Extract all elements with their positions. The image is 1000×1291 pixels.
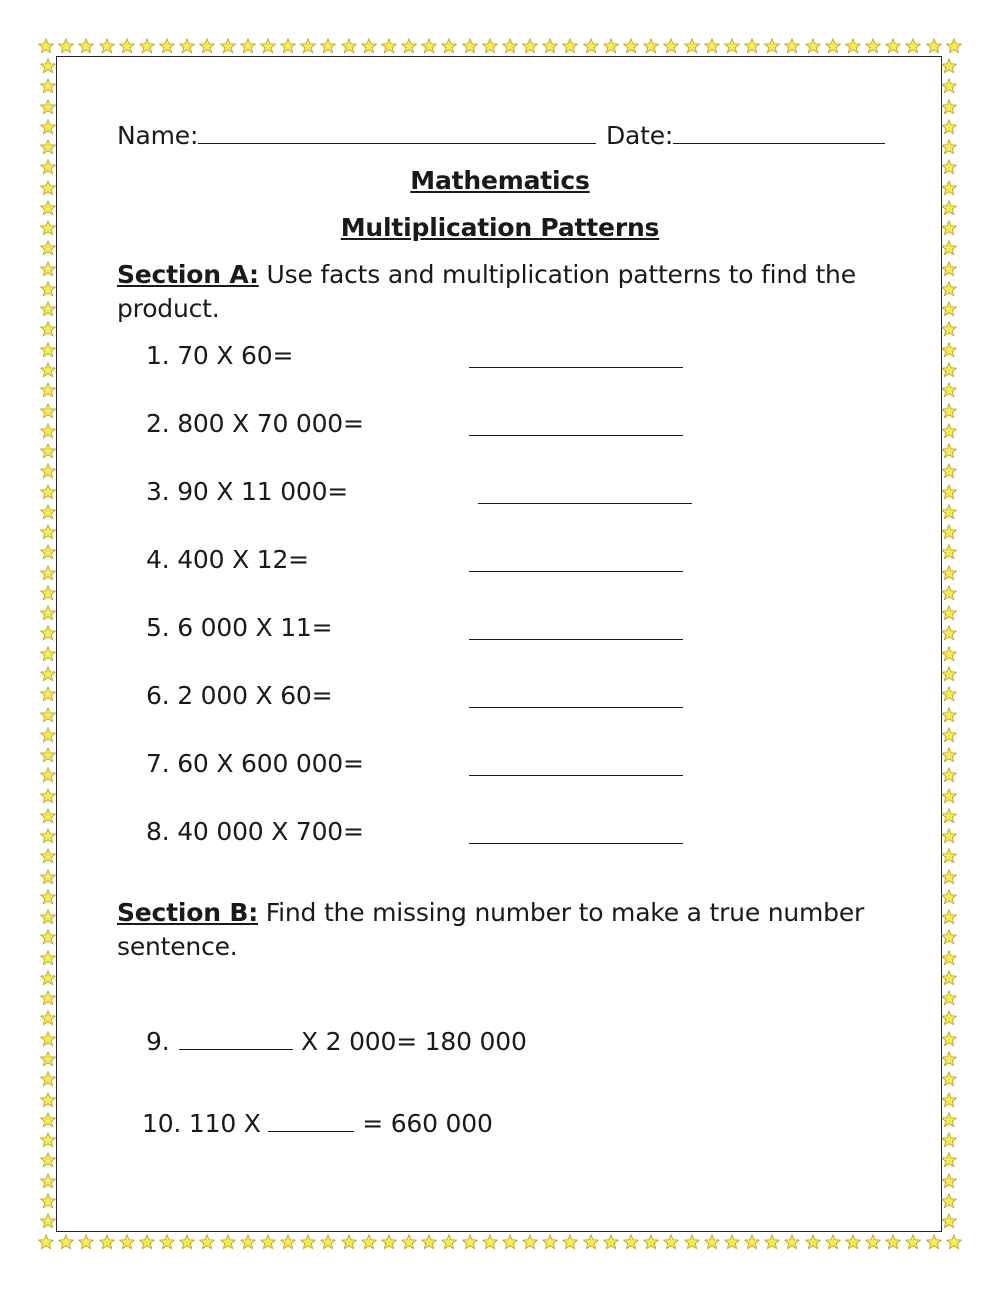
- star-icon: [805, 38, 821, 54]
- question-9-number: 9.: [146, 1027, 170, 1056]
- star-icon: [40, 1193, 56, 1209]
- star-icon: [941, 119, 957, 135]
- star-icon: [240, 38, 256, 54]
- star-icon: [663, 38, 679, 54]
- star-icon: [40, 666, 56, 682]
- star-icon: [40, 484, 56, 500]
- star-icon: [905, 1234, 921, 1250]
- star-icon: [542, 38, 558, 54]
- question-10-blank[interactable]: [268, 1105, 354, 1132]
- star-icon: [865, 1234, 881, 1250]
- answer-line-2[interactable]: [469, 435, 683, 436]
- star-icon: [40, 301, 56, 317]
- star-icon: [623, 38, 639, 54]
- star-icon: [381, 1234, 397, 1250]
- star-icon: [220, 1234, 236, 1250]
- star-icon: [583, 38, 599, 54]
- star-icon: [159, 38, 175, 54]
- star-icon: [40, 321, 56, 337]
- name-label: Name:: [117, 121, 199, 150]
- star-icon: [704, 1234, 720, 1250]
- section-b-instruction-line2: sentence.: [117, 932, 238, 961]
- answer-line-4[interactable]: [469, 571, 683, 572]
- star-icon: [941, 544, 957, 560]
- question-10-start: 10. 110 X: [142, 1109, 269, 1138]
- star-icon: [40, 1010, 56, 1026]
- star-icon: [40, 828, 56, 844]
- star-icon: [724, 1234, 740, 1250]
- star-icon: [784, 38, 800, 54]
- star-icon: [941, 909, 957, 925]
- star-icon: [159, 1234, 175, 1250]
- star-icon: [941, 585, 957, 601]
- star-icon: [941, 646, 957, 662]
- star-icon: [40, 848, 56, 864]
- star-icon: [40, 950, 56, 966]
- star-icon: [280, 1234, 296, 1250]
- star-icon: [58, 1234, 74, 1250]
- star-icon: [941, 1193, 957, 1209]
- star-icon: [40, 58, 56, 74]
- name-blank[interactable]: [198, 117, 596, 144]
- star-icon: [40, 443, 56, 459]
- star-icon: [941, 1213, 957, 1229]
- star-icon: [946, 1234, 962, 1250]
- star-icon: [603, 1234, 619, 1250]
- star-icon: [40, 78, 56, 94]
- star-icon: [623, 1234, 639, 1250]
- star-icon: [643, 38, 659, 54]
- section-b-instruction-line1: [117, 896, 864, 930]
- star-icon: [40, 119, 56, 135]
- star-icon: [40, 970, 56, 986]
- star-icon: [401, 1234, 417, 1250]
- star-icon: [40, 1132, 56, 1148]
- star-icon: [40, 382, 56, 398]
- star-icon: [643, 1234, 659, 1250]
- star-icon: [40, 585, 56, 601]
- star-icon: [941, 403, 957, 419]
- star-icon: [441, 38, 457, 54]
- star-icon: [522, 38, 538, 54]
- star-icon: [744, 1234, 760, 1250]
- star-icon: [40, 504, 56, 520]
- answer-line-6[interactable]: [469, 707, 683, 708]
- star-icon: [941, 727, 957, 743]
- star-icon: [341, 38, 357, 54]
- subject-title: Mathematics: [410, 166, 590, 195]
- star-icon: [199, 1234, 215, 1250]
- star-icon: [381, 38, 397, 54]
- question-9-text: X 2 000= 180 000: [293, 1027, 527, 1056]
- star-icon: [40, 625, 56, 641]
- question-9: [146, 1023, 527, 1059]
- star-icon: [502, 1234, 518, 1250]
- star-icon: [941, 990, 957, 1006]
- question-3: 3. 90 X 11 000=: [146, 477, 349, 506]
- star-icon: [684, 1234, 700, 1250]
- star-icon: [199, 38, 215, 54]
- question-7: 7. 60 X 600 000=: [146, 749, 364, 778]
- star-icon: [40, 403, 56, 419]
- star-icon: [885, 1234, 901, 1250]
- star-icon: [320, 38, 336, 54]
- star-icon: [361, 38, 377, 54]
- star-icon: [260, 38, 276, 54]
- star-icon: [119, 1234, 135, 1250]
- star-icon: [744, 38, 760, 54]
- star-icon: [542, 1234, 558, 1250]
- star-icon: [724, 38, 740, 54]
- star-icon: [941, 78, 957, 94]
- star-icon: [941, 342, 957, 358]
- star-icon: [40, 727, 56, 743]
- star-icon: [40, 565, 56, 581]
- star-icon: [941, 362, 957, 378]
- star-icon: [941, 1031, 957, 1047]
- star-icon: [905, 38, 921, 54]
- answer-line-7[interactable]: [469, 775, 683, 776]
- star-icon: [40, 869, 56, 885]
- star-icon: [99, 1234, 115, 1250]
- star-icon: [361, 1234, 377, 1250]
- star-icon: [805, 1234, 821, 1250]
- answer-line-5[interactable]: [469, 639, 683, 640]
- star-icon: [40, 139, 56, 155]
- star-icon: [941, 848, 957, 864]
- star-icon: [784, 1234, 800, 1250]
- star-icon: [941, 666, 957, 682]
- star-icon: [40, 990, 56, 1006]
- star-icon: [941, 58, 957, 74]
- star-icon: [941, 1010, 957, 1026]
- star-border-bottom: [38, 1234, 962, 1252]
- star-icon: [941, 1152, 957, 1168]
- star-icon: [78, 1234, 94, 1250]
- date-label: Date:: [605, 121, 674, 150]
- star-icon: [583, 1234, 599, 1250]
- question-5: 5. 6 000 X 11=: [146, 613, 333, 642]
- star-icon: [40, 342, 56, 358]
- star-icon: [40, 747, 56, 763]
- star-icon: [320, 1234, 336, 1250]
- star-icon: [825, 1234, 841, 1250]
- star-icon: [78, 38, 94, 54]
- star-icon: [40, 1213, 56, 1229]
- star-icon: [941, 484, 957, 500]
- star-icon: [941, 139, 957, 155]
- star-icon: [941, 950, 957, 966]
- star-icon: [603, 38, 619, 54]
- star-icon: [941, 423, 957, 439]
- star-icon: [119, 38, 135, 54]
- star-icon: [40, 1112, 56, 1128]
- star-icon: [941, 970, 957, 986]
- section-a-instruction-text: Use facts and multiplication patterns to find the: [258, 260, 856, 289]
- star-icon: [502, 38, 518, 54]
- star-icon: [845, 1234, 861, 1250]
- star-icon: [941, 1112, 957, 1128]
- star-icon: [40, 362, 56, 378]
- section-b-instruction-text: Find the missing number to make a true number: [258, 898, 865, 927]
- star-icon: [941, 808, 957, 824]
- star-icon: [40, 1071, 56, 1087]
- star-icon: [482, 38, 498, 54]
- star-icon: [941, 1092, 957, 1108]
- star-icon: [40, 261, 56, 277]
- section-b-heading: Section B:: [117, 898, 259, 927]
- star-icon: [941, 625, 957, 641]
- star-icon: [562, 38, 578, 54]
- star-icon: [40, 423, 56, 439]
- star-icon: [40, 929, 56, 945]
- star-icon: [401, 38, 417, 54]
- question-10: [142, 1105, 493, 1141]
- star-icon: [421, 1234, 437, 1250]
- star-icon: [941, 99, 957, 115]
- star-icon: [139, 1234, 155, 1250]
- star-icon: [40, 808, 56, 824]
- star-icon: [941, 281, 957, 297]
- answer-line-1[interactable]: [469, 367, 683, 368]
- star-icon: [40, 1092, 56, 1108]
- star-icon: [40, 99, 56, 115]
- star-icon: [941, 828, 957, 844]
- question-10-text: = 660 000: [354, 1109, 493, 1138]
- star-icon: [941, 524, 957, 540]
- star-icon: [704, 38, 720, 54]
- star-icon: [40, 646, 56, 662]
- star-icon: [825, 38, 841, 54]
- section-a-instruction-line1: [117, 258, 856, 292]
- star-icon: [941, 261, 957, 277]
- star-icon: [941, 382, 957, 398]
- star-icon: [179, 1234, 195, 1250]
- star-icon: [139, 38, 155, 54]
- star-icon: [663, 1234, 679, 1250]
- star-icon: [441, 1234, 457, 1250]
- topic-title: Multiplication Patterns: [340, 213, 660, 242]
- star-icon: [941, 443, 957, 459]
- star-icon: [941, 707, 957, 723]
- star-icon: [40, 1031, 56, 1047]
- star-icon: [240, 1234, 256, 1250]
- star-icon: [941, 1132, 957, 1148]
- question-4: 4. 400 X 12=: [146, 545, 309, 574]
- star-icon: [40, 686, 56, 702]
- star-icon: [941, 686, 957, 702]
- question-8: 8. 40 000 X 700=: [146, 817, 364, 846]
- star-icon: [941, 1173, 957, 1189]
- star-icon: [40, 605, 56, 621]
- star-icon: [40, 281, 56, 297]
- star-icon: [462, 38, 478, 54]
- star-icon: [941, 929, 957, 945]
- star-icon: [941, 889, 957, 905]
- question-9-blank[interactable]: [179, 1023, 293, 1050]
- star-icon: [926, 38, 942, 54]
- star-icon: [941, 321, 957, 337]
- star-icon: [220, 38, 236, 54]
- star-icon: [926, 1234, 942, 1250]
- star-icon: [941, 463, 957, 479]
- star-icon: [40, 707, 56, 723]
- question-1: 1. 70 X 60=: [146, 341, 294, 370]
- star-icon: [885, 38, 901, 54]
- name-date-row: [117, 117, 885, 153]
- star-icon: [40, 544, 56, 560]
- star-icon: [40, 1173, 56, 1189]
- section-a-instruction-line2: product.: [117, 294, 220, 323]
- section-a-heading: Section A:: [117, 260, 259, 289]
- star-icon: [462, 1234, 478, 1250]
- answer-line-8[interactable]: [469, 843, 683, 844]
- date-blank[interactable]: [673, 117, 885, 144]
- star-icon: [941, 747, 957, 763]
- star-icon: [300, 38, 316, 54]
- star-icon: [38, 1234, 54, 1250]
- star-icon: [40, 788, 56, 804]
- star-icon: [260, 1234, 276, 1250]
- star-icon: [941, 301, 957, 317]
- star-icon: [40, 1051, 56, 1067]
- question-2: 2. 800 X 70 000=: [146, 409, 364, 438]
- star-icon: [40, 767, 56, 783]
- star-icon: [941, 869, 957, 885]
- star-icon: [421, 38, 437, 54]
- star-icon: [764, 1234, 780, 1250]
- star-icon: [280, 38, 296, 54]
- star-icon: [941, 504, 957, 520]
- star-icon: [941, 788, 957, 804]
- star-icon: [865, 38, 881, 54]
- star-icon: [40, 524, 56, 540]
- star-icon: [946, 38, 962, 54]
- star-icon: [40, 463, 56, 479]
- star-icon: [941, 1071, 957, 1087]
- star-icon: [38, 38, 54, 54]
- star-icon: [941, 565, 957, 581]
- star-icon: [40, 889, 56, 905]
- star-icon: [40, 1152, 56, 1168]
- star-icon: [522, 1234, 538, 1250]
- star-icon: [941, 605, 957, 621]
- star-icon: [562, 1234, 578, 1250]
- star-icon: [341, 1234, 357, 1250]
- star-icon: [179, 38, 195, 54]
- star-icon: [40, 909, 56, 925]
- star-icon: [684, 38, 700, 54]
- star-icon: [482, 1234, 498, 1250]
- answer-line-3[interactable]: [478, 503, 692, 504]
- star-icon: [941, 1051, 957, 1067]
- star-icon: [845, 38, 861, 54]
- star-icon: [764, 38, 780, 54]
- star-icon: [58, 38, 74, 54]
- star-border-top: [38, 38, 962, 56]
- star-icon: [300, 1234, 316, 1250]
- star-icon: [941, 767, 957, 783]
- star-icon: [99, 38, 115, 54]
- question-6: 6. 2 000 X 60=: [146, 681, 333, 710]
